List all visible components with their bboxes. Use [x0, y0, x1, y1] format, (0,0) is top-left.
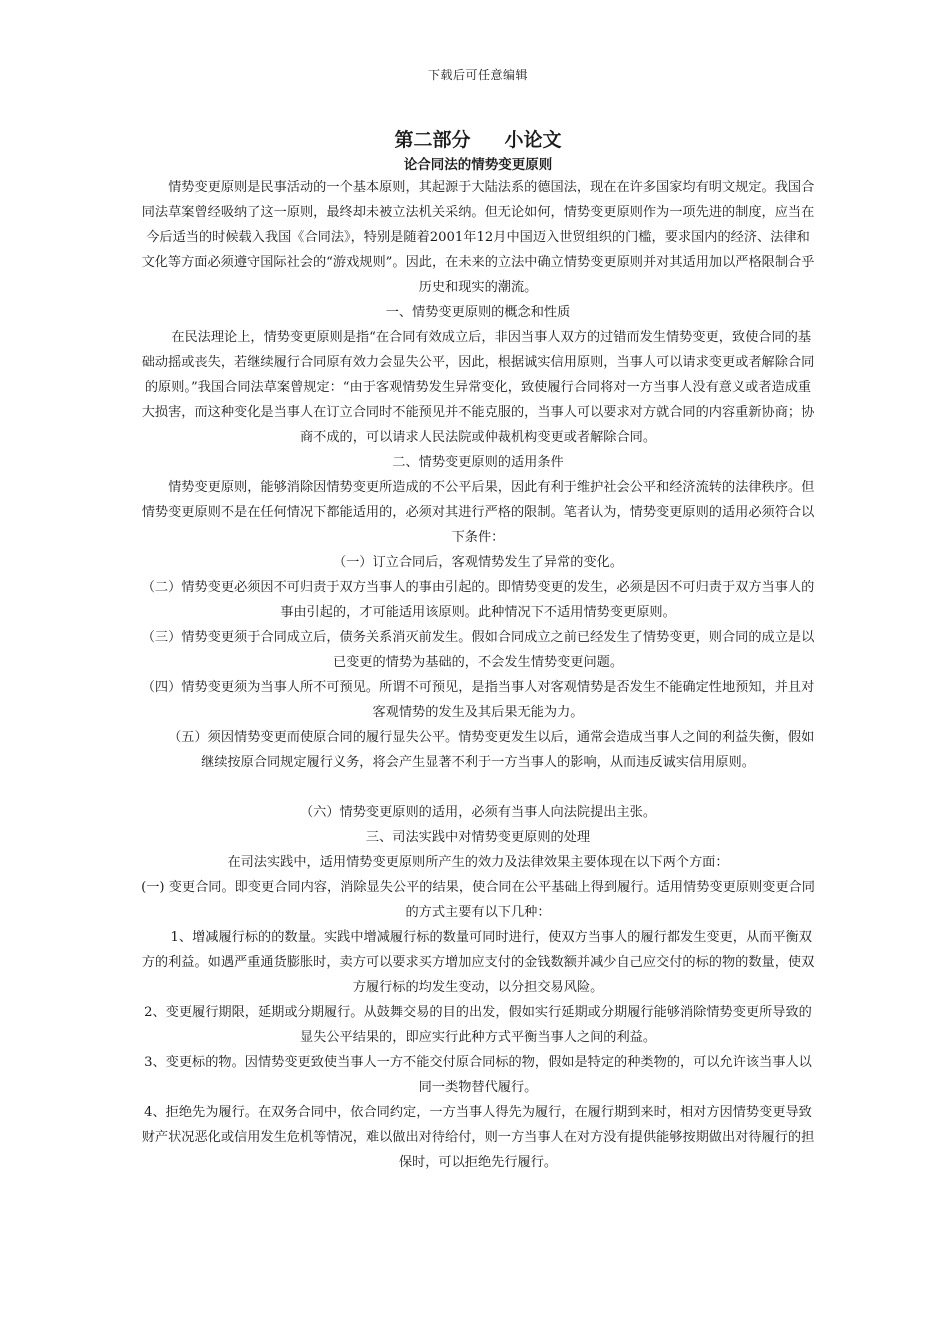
intro-paragraph: 情势变更原则是民事活动的一个基本原则，其起源于大陆法系的德国法，现在在许多国家均有明文规定。我国合同法草案曾经吸纳了这一原则，最终却未被立法机关采纳。但无论如何，情势变更原则作为一项先进的制度，应当在今后适当的时候载入我国《合同法》，特别是随着2001年12月中国迈入世贸组织的门槛，要求国内的经济、法律和文化等方面必须遵守国际社会的“游戏规则”。因此，在未来的立法中确立情势变更原则并对其适用加以严格限制合乎历史和现实的潮流。 [141, 180, 815, 295]
condition-item-1: （一）订立合同后，客观情势发生了异常的变化。 [332, 555, 624, 570]
header-note: 下载后可任意编辑 [427, 68, 528, 82]
essay-title: 论合同法的情势变更原则 [403, 157, 553, 173]
section-heading-2: 二、情势变更原则的适用条件 [392, 455, 564, 470]
section-heading-3: 三、司法实践中对情势变更原则的处理 [365, 830, 591, 845]
essay-body [140, 175, 816, 1175]
paragraph-concept: 在民法理论上，情势变更原则是指“在合同有效成立后，非因当事人双方的过错而发生情势变更，致使合同的基础动摇或丧失，若继续履行合同原有效力会显失公平，因此，根据诚实信用原则，当事人可以请求变更或者解除合同的原则。”我国合同法草案曾规定：“由于客观情势发生异常变化，致使履行合同将对一方当事人没有意义或者造成重大损害，而这种变化是当事人在订立合同时不能预见并不能克服的，当事人可以要求对方就合同的内容重新协商；协商不成的，可以请求人民法院或仲裁机构变更或者解除合同。 [141, 330, 815, 445]
condition-item-5: （五）须因情势变更而使原合同的履行显失公平。情势变更发生以后，通常会造成当事人之间的利益失衡，假如继续按原合同规定履行义务，将会产生显著不利于一方当事人的影响，从而违反诚实信用原则。 [168, 730, 815, 770]
practice-item-1: (一) 变更合同。即变更合同内容，消除显失公平的结果，使合同在公平基础上得到履行。适用情势变更原则变更合同的方式主要有以下几种： [141, 880, 815, 920]
paragraph-conditions: 情势变更原则，能够消除因情势变更所造成的不公平后果，因此有利于维护社会公平和经济流转的法律秩序。但情势变更原则不是在任何情况下都能适用的，必须对其进行严格的限制。笔者认为，情势变更原则的适用必须符合以下条件： [141, 480, 815, 545]
paragraph-practice: 在司法实践中，适用情势变更原则所产生的效力及法律效果主要体现在以下两个方面： [227, 855, 729, 870]
section-heading-1: 一、情势变更原则的概念和性质 [385, 305, 571, 320]
condition-item-3: （三）情势变更须于合同成立后，债务关系消灭前发生。假如合同成立之前已经发生了情势变更，则合同的成立是以已变更的情势为基础的，不会发生情势变更问题。 [141, 630, 815, 670]
part-number: 第二部分 [394, 129, 471, 151]
part-name: 小论文 [504, 129, 562, 151]
blank-line [140, 775, 816, 800]
condition-item-2: （二）情势变更必须因不可归责于双方当事人的事由引起的。即情势变更的发生，必须是因不可归责于双方当事人的事由引起的，才可能适用该原则。此种情况下不适用情势变更原则。 [141, 580, 815, 620]
condition-item-6: （六）情势变更原则的适用，必须有当事人向法院提出主张。 [299, 805, 657, 820]
method-item-3: 3、变更标的物。因情势变更致使当事人一方不能交付原合同标的物，假如是特定的种类物的，可以允许该当事人以同一类物替代履行。 [144, 1055, 812, 1095]
method-item-4: 4、拒绝先为履行。在双务合同中，依合同约定，一方当事人得先为履行，在履行期到来时，相对方因情势变更导致财产状况恶化或信用发生危机等情况，难以做出对待给付，则一方当事人在对方没有提供能够按期做出对待履行的担保时，可以拒绝先行履行。 [141, 1105, 815, 1170]
method-item-2: 2、变更履行期限，延期或分期履行。从鼓舞交易的目的出发，假如实行延期或分期履行能够消除情势变更所导致的显失公平结果的，即应实行此种方式平衡当事人之间的利益。 [144, 1005, 812, 1045]
method-item-1: 1、增减履行标的的数量。实践中增减履行标的数量可同时进行，使双方当事人的履行都发生变更，从而平衡双方的利益。如遇严重通货膨胀时，卖方可以要求买方增加应支付的金钱数额并减少自己应交付的标的物的数量，使双方履行标的均发生变动，以分担交易风险。 [141, 930, 815, 995]
part-title [140, 125, 816, 152]
condition-item-4: （四）情势变更须为当事人所不可预见。所谓不可预见，是指当事人对客观情势是否发生不能确定性地预知，并且对客观情势的发生及其后果无能为力。 [141, 680, 815, 720]
